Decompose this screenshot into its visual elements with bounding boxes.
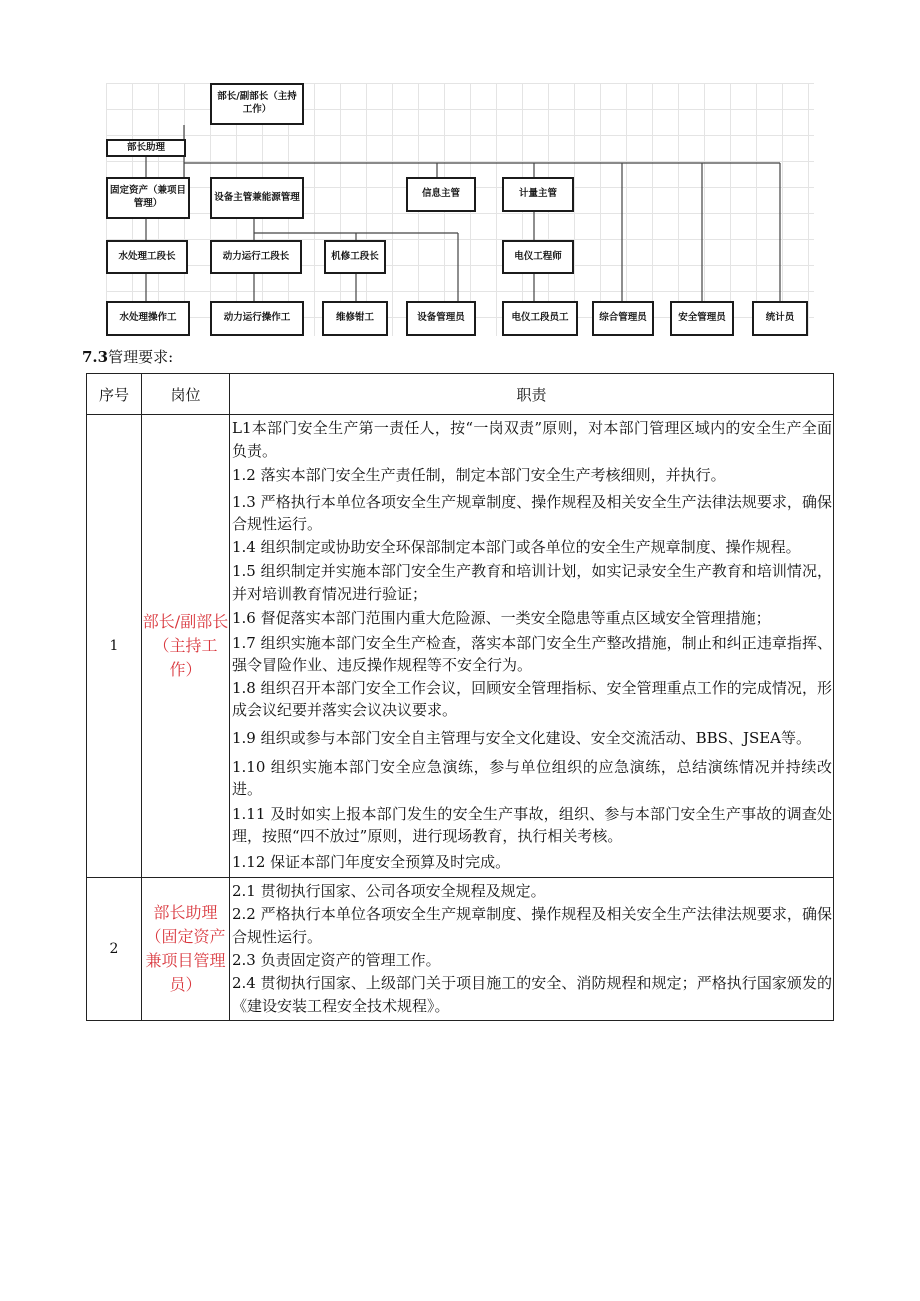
duty-item: 1.6 督促落实本部门范围内重大危险源、一类安全隐患等重点区域安全管理措施；	[232, 609, 771, 627]
org-lead-maintenance: 机修工段长	[324, 240, 386, 274]
duty-item: 1.2 落实本部门安全生产责任制，制定本部门安全生产考核细则，并执行。	[232, 466, 726, 484]
header-duties: 职责	[230, 374, 834, 415]
duty-item: 1.3 严格执行本单位各项安全生产规章制度、操作规程及相关安全生产法律法规要求，确保合规性运行。	[232, 492, 832, 533]
table-row	[87, 415, 834, 878]
org-lead-water: 水处理工段长	[106, 240, 188, 274]
org-lead-instrument: 电仪工程师	[502, 240, 574, 274]
table-row	[87, 878, 834, 1021]
header-position: 岗位	[142, 374, 230, 415]
org-manager-fixed-assets: 固定资产（兼项目管理）	[106, 177, 190, 219]
org-chart	[106, 83, 814, 336]
row-position: 部长/副部长（主持工作）	[142, 415, 230, 878]
org-staff-safety-admin: 安全管理员	[670, 301, 734, 336]
duty-item: L1本部门安全生产第一责任人，按“一岗双责”原则，对本部门管理区域内的安全生产全面负责。	[232, 419, 832, 460]
row-duties	[230, 878, 834, 1021]
row-number: 2	[87, 878, 142, 1021]
org-staff-equipment-admin: 设备管理员	[406, 301, 476, 336]
duty-item: 1.10 组织实施本部门安全应急演练，参与单位组织的应急演练，总结演练情况并持续改进。	[232, 757, 832, 798]
org-staff-water-operator: 水处理操作工	[106, 301, 190, 336]
header-no: 序号	[87, 374, 142, 415]
duty-item: 1.5 组织制定并实施本部门安全生产教育和培训计划，如实记录安全生产教育和培训情况，并对培训教育情况进行验证；	[232, 562, 832, 603]
duty-item: 1.12 保证本部门年度安全预算及时完成。	[232, 852, 511, 871]
section-heading	[82, 346, 173, 367]
duty-item: 2.2 严格执行本单位各项安全生产规章制度、操作规程及相关安全生产法律法规要求，确保合规性运行。	[232, 905, 832, 946]
org-staff-instrument-worker: 电仪工段员工	[502, 301, 578, 336]
duty-item: 2.1 贯彻执行国家、公司各项安全规程及规定。	[232, 882, 546, 900]
duty-item: 2.3 负责固定资产的管理工作。	[232, 951, 441, 969]
org-staff-statistician: 统计员	[752, 301, 808, 336]
row-position: 部长助理（固定资产兼项目管理员）	[142, 878, 230, 1021]
duty-item: 1.4 组织制定或协助安全环保部制定本部门或各单位的安全生产规章制度、操作规程。	[232, 537, 801, 556]
duty-item: 1.9 组织或参与本部门安全自主管理与安全文化建设、安全交流活动、BBS、JSEA等。	[232, 728, 812, 747]
org-head: 部长/副部长（主持工作）	[210, 83, 304, 125]
org-assistant: 部长助理	[106, 139, 186, 157]
org-staff-power-operator: 动力运行操作工	[210, 301, 304, 336]
duty-item: 2.4 贯彻执行国家、上级部门关于项目施工的安全、消防规程和规定；严格执行国家颁发的《建设安装工程安全技术规程》。	[232, 974, 832, 1015]
org-staff-general-admin: 综合管理员	[592, 301, 654, 336]
duty-item: 1.8 组织召开本部门安全工作会议，回顾安全管理指标、安全管理重点工作的完成情况，形成会议纪要并落实会议决议要求。	[232, 678, 832, 719]
org-manager-info: 信息主管	[406, 177, 476, 212]
row-number: 1	[87, 415, 142, 878]
row-duties	[230, 415, 834, 878]
org-lead-power: 动力运行工段长	[210, 240, 302, 274]
section-title: 管理要求:	[108, 348, 174, 366]
duty-item: 1.11 及时如实上报本部门发生的安全生产事故，组织、参与本部门安全生产事故的调查处理，按照“四不放过”原则，进行现场教育，执行相关考核。	[232, 804, 832, 845]
org-manager-metering: 计量主管	[502, 177, 574, 212]
table-header-row	[87, 374, 834, 415]
org-manager-equipment: 设备主管兼能源管理	[210, 177, 304, 219]
section-number: 7.3	[82, 348, 109, 366]
duty-item: 1.7 组织实施本部门安全生产检查，落实本部门安全生产整改措施，制止和纠正违章指挥、强令冒险作业、违反操作规程等不安全行为。	[232, 633, 832, 674]
responsibility-table	[86, 373, 834, 1021]
org-staff-fitter: 维修钳工	[322, 301, 388, 336]
